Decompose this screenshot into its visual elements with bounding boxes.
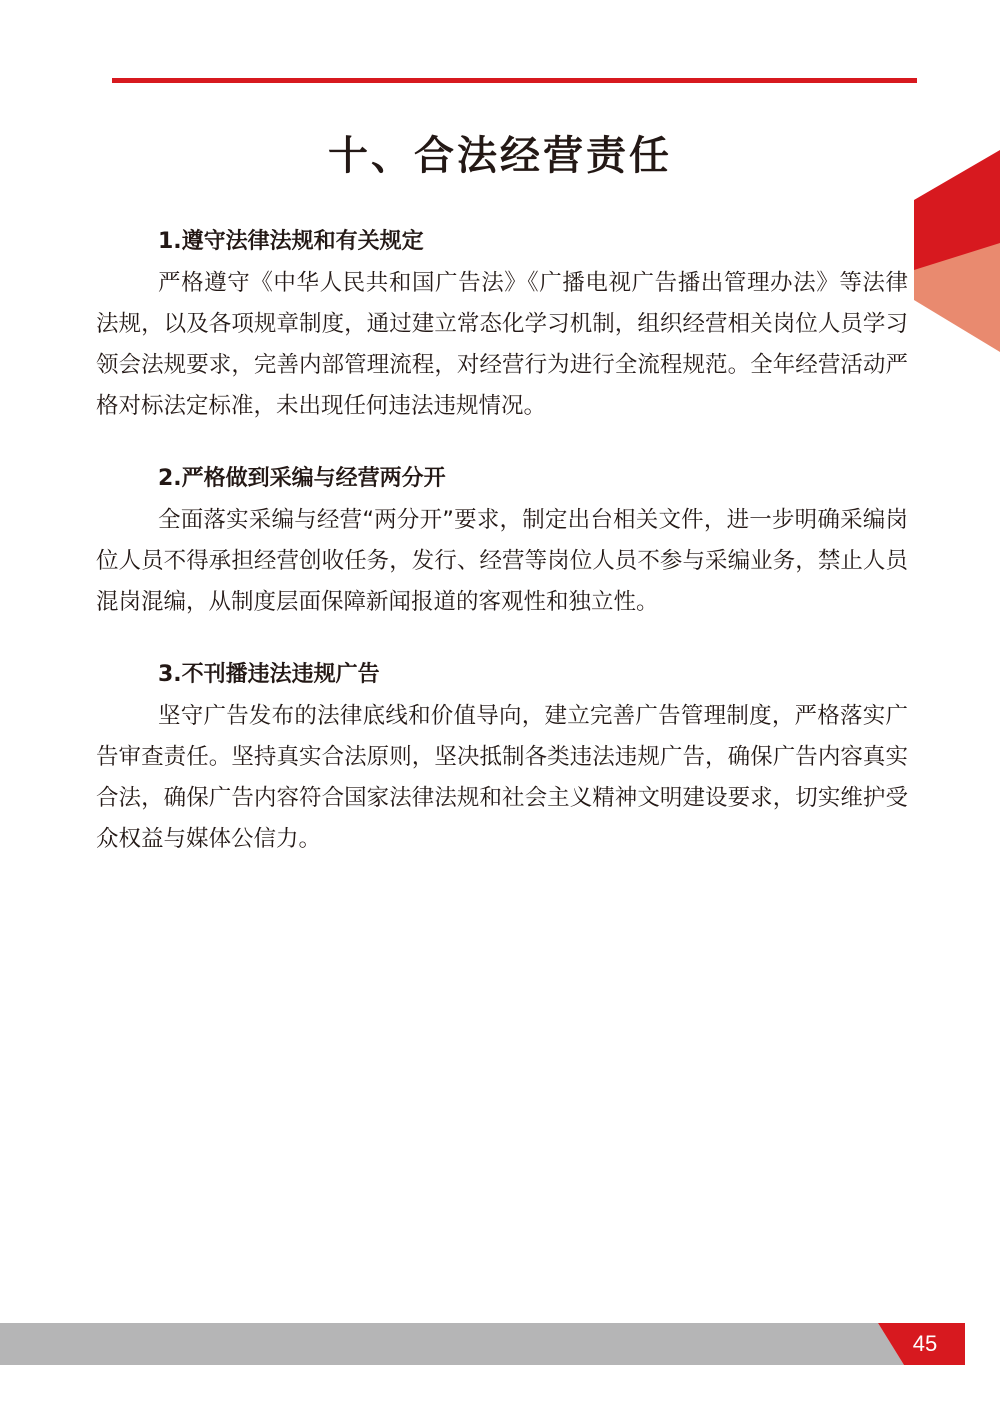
section-heading: 1.遵守法律法规和有关规定 (158, 229, 424, 254)
section-legal-compliance (96, 222, 908, 427)
section-no-illegal-ads (96, 655, 908, 860)
main-content (96, 222, 908, 892)
footer-bar (0, 1323, 1000, 1365)
corner-decoration (914, 150, 1000, 352)
top-divider (112, 78, 917, 83)
page-number: 45 (912, 1331, 938, 1356)
page-title: 十、合法经营责任 (328, 132, 672, 179)
section-body: 坚守广告发布的法律底线和价值导向，建立完善广告管理制度，严格落实广告审查责任。坚持真实合法原则，坚决抵制各类违法违规广告，确保广告内容真实合法，确保广告内容符合国家法律法规和社会主义精神文明建设要求，切实维护受众权益与媒体公信力。 (96, 703, 908, 852)
section-heading: 3.不刊播违法违规广告 (158, 662, 380, 687)
section-heading: 2.严格做到采编与经营两分开 (158, 466, 446, 491)
section-editorial-separation (96, 459, 908, 623)
section-body: 全面落实采编与经营“两分开”要求，制定出台相关文件，进一步明确采编岗位人员不得承担经营创收任务，发行、经营等岗位人员不参与采编业务，禁止人员混岗混编，从制度层面保障新闻报道的客观性和独立性。 (96, 507, 908, 615)
section-body: 严格遵守《中华人民共和国广告法》《广播电视广告播出管理办法》等法律法规，以及各项规章制度，通过建立常态化学习机制，组织经营相关岗位人员学习领会法规要求，完善内部管理流程，对经营行为进行全流程规范。全年经营活动严格对标法定标准，未出现任何违法违规情况。 (96, 270, 908, 419)
